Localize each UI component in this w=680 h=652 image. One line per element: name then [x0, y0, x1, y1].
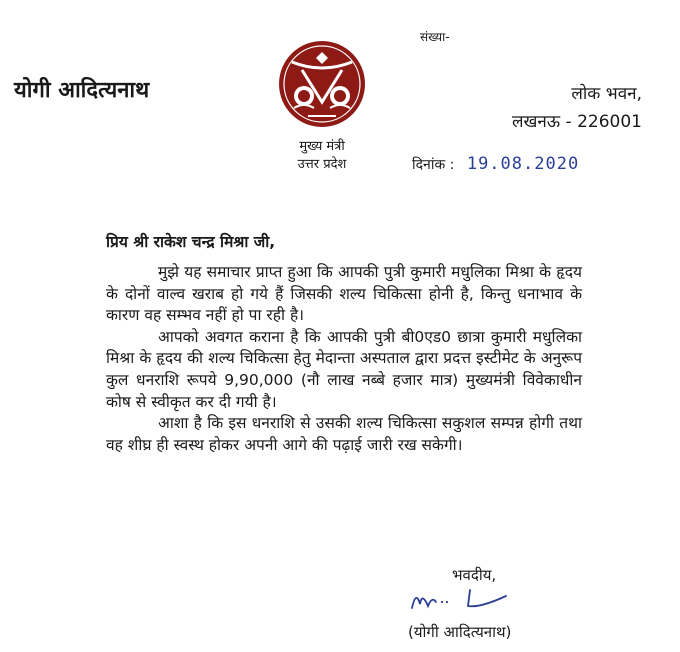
address-line1: लोक भवन, — [571, 84, 642, 104]
closing-phrase: भवदीय, — [452, 566, 497, 584]
emblem-caption-line1: मुख्य मंत्री — [299, 139, 345, 154]
date-label: दिनांक : — [412, 157, 455, 173]
reference-number-label: संख्या- — [420, 30, 450, 44]
sender-address — [512, 80, 642, 136]
emblem-caption-line2: उत्तर प्रदेश — [297, 157, 347, 172]
sender-name: योगी आदित्यनाथ — [14, 78, 150, 103]
body-paragraph: आशा है कि इस धनराशि से उसकी शल्य चिकित्सा सकुशल सम्पन्न होगी तथा वह शीघ्र ही स्वस्थ होकर अपनी आगे की पढ़ाई जारी रख सकेगी। — [106, 414, 582, 454]
address-line2: लखनऊ - 226001 — [511, 112, 642, 132]
date-row — [412, 154, 579, 174]
uttar-pradesh-emblem-logo — [278, 40, 366, 128]
body-paragraph: मुझे यह समाचार प्राप्त हुआ कि आपकी पुत्री कुमारी मधुलिका मिश्रा के हृदय के दोनों वाल्व खराब हो गये हैं जिसकी शल्य चिकित्सा होनी है, किन्तु धनाभाव के कारण वह सम्भव नहीं हो पा रही है। — [106, 263, 582, 325]
body-paragraph: आपको अवगत कराना है कि आपकी पुत्री बी0एड0 छात्रा कुमारी मधुलिका मिश्रा के हृदय की शल्य चिकित्सा हेतु मेदान्ता अस्पताल द्वारा प्रदत्त इस्टीमेट के अनुरूप कुल धनराशि रूपये 9,90,000 (नौ लाख नब्बे हजार मात्र) मुख्यमंत्री विवेकाधीन कोष से स्वीकृत कर दी गयी है। — [106, 327, 582, 411]
letter-body — [106, 262, 582, 456]
emblem-caption — [270, 138, 374, 174]
date-value: 19.08.2020 — [466, 154, 580, 174]
salutation: प्रिय श्री राकेश चन्द्र मिश्रा जी, — [106, 233, 276, 251]
handwritten-signature — [408, 582, 520, 618]
signatory-name: (योगी आदित्यनाथ) — [408, 623, 512, 641]
